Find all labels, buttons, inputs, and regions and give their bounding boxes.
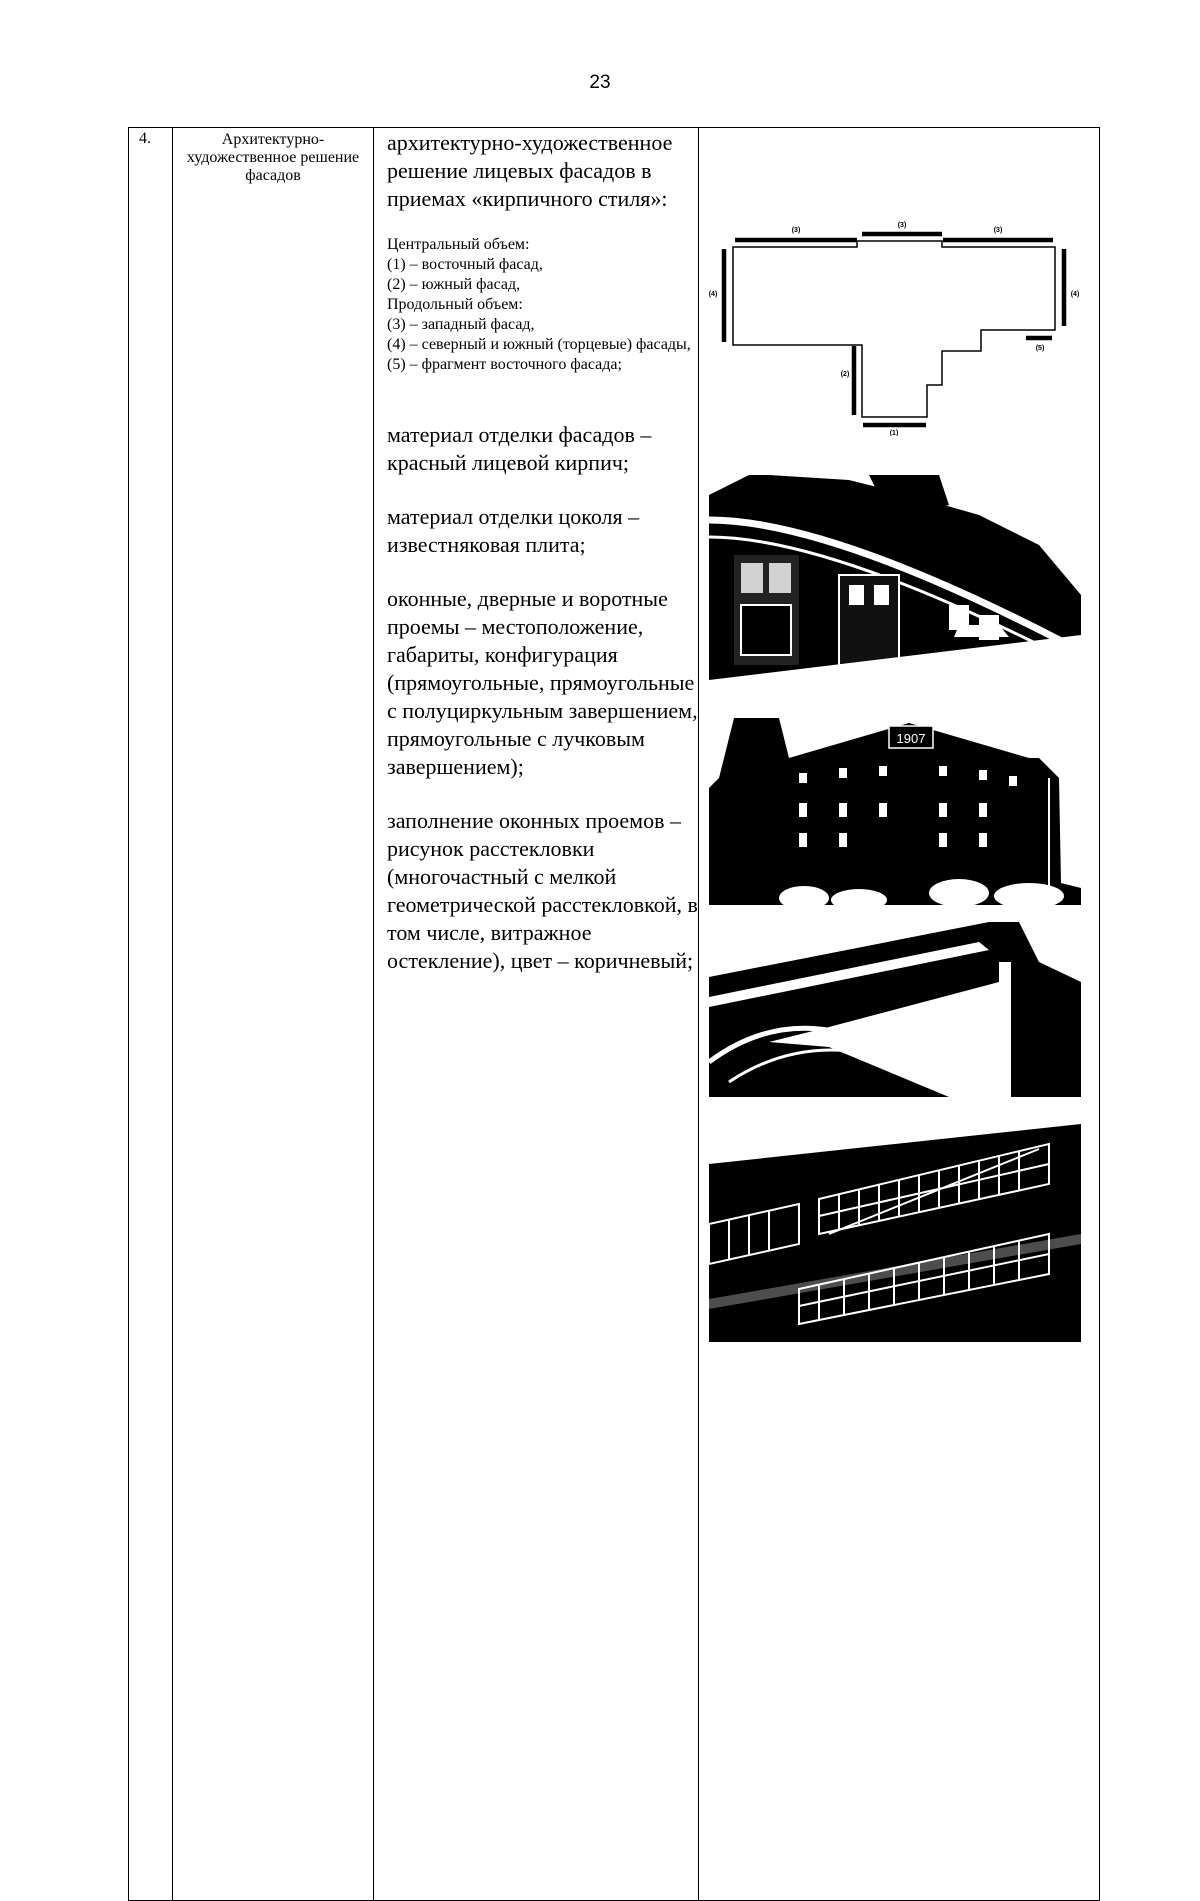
legend-line: Центральный объем: (387, 236, 530, 253)
label-fragment: (5) (1035, 345, 1045, 352)
legend-line: Продольный объем: (387, 296, 523, 313)
label-south: (2) (840, 371, 850, 378)
facade-plan-diagram (700, 218, 1082, 436)
plan-labels (709, 222, 1080, 436)
legend-line: (3) – западный фасад, (387, 316, 535, 333)
legend-line: (1) – восточный фасад, (387, 256, 543, 273)
facade-photo-2 (709, 718, 1081, 915)
row-name: Архитектурно-художественное решение фасадов (186, 131, 360, 184)
page-number: 23 (589, 72, 611, 93)
row-name-cell (173, 128, 374, 1901)
row-number: 4. (139, 130, 151, 147)
building-year: 1907 (896, 731, 926, 746)
label-west-middle: (3) (897, 222, 907, 229)
plan-outline (733, 241, 1055, 417)
label-west-right: (3) (993, 227, 1003, 234)
legend-line: (4) – северный и южный (торцевые) фасады, (387, 336, 691, 353)
label-east: (1) (889, 430, 899, 436)
intro-text: архитектурно-художественное решение лицевых фасадов в приемах «кирпичного стиля»: (387, 130, 673, 211)
legend (374, 235, 698, 375)
paragraph-window-fill: заполнение оконных проемов –рисунок расстекловки (многочастный с мелкой геометрической расстекловкой, в том числе, витражное остекление), цвет – коричневый; (387, 808, 698, 973)
label-west-left: (3) (791, 227, 801, 234)
row-description-cell (374, 128, 699, 1901)
facade-photo-3 (709, 922, 1081, 1097)
facade-photo-4 (709, 1104, 1081, 1342)
legend-line: (5) – фрагмент восточного фасада; (387, 356, 622, 373)
facade-photo-1 (709, 475, 1081, 697)
paragraph-openings: оконные, дверные и воротные проемы – местоположение, габариты, конфигурация (прямоугольные, прямоугольные с полуциркульным завершением, прямоугольные с лучковым завершением); (387, 586, 698, 779)
row-number-cell (129, 128, 173, 1901)
label-end-right: (4) (1070, 291, 1080, 298)
paragraph-plinth-material: материал отделки цоколя – известняковая плита; (387, 504, 640, 557)
legend-line: (2) – южный фасад, (387, 276, 521, 293)
label-end-left: (4) (708, 291, 718, 298)
paragraph-facade-material: материал отделки фасадов – красный лицевой кирпич; (387, 422, 652, 475)
